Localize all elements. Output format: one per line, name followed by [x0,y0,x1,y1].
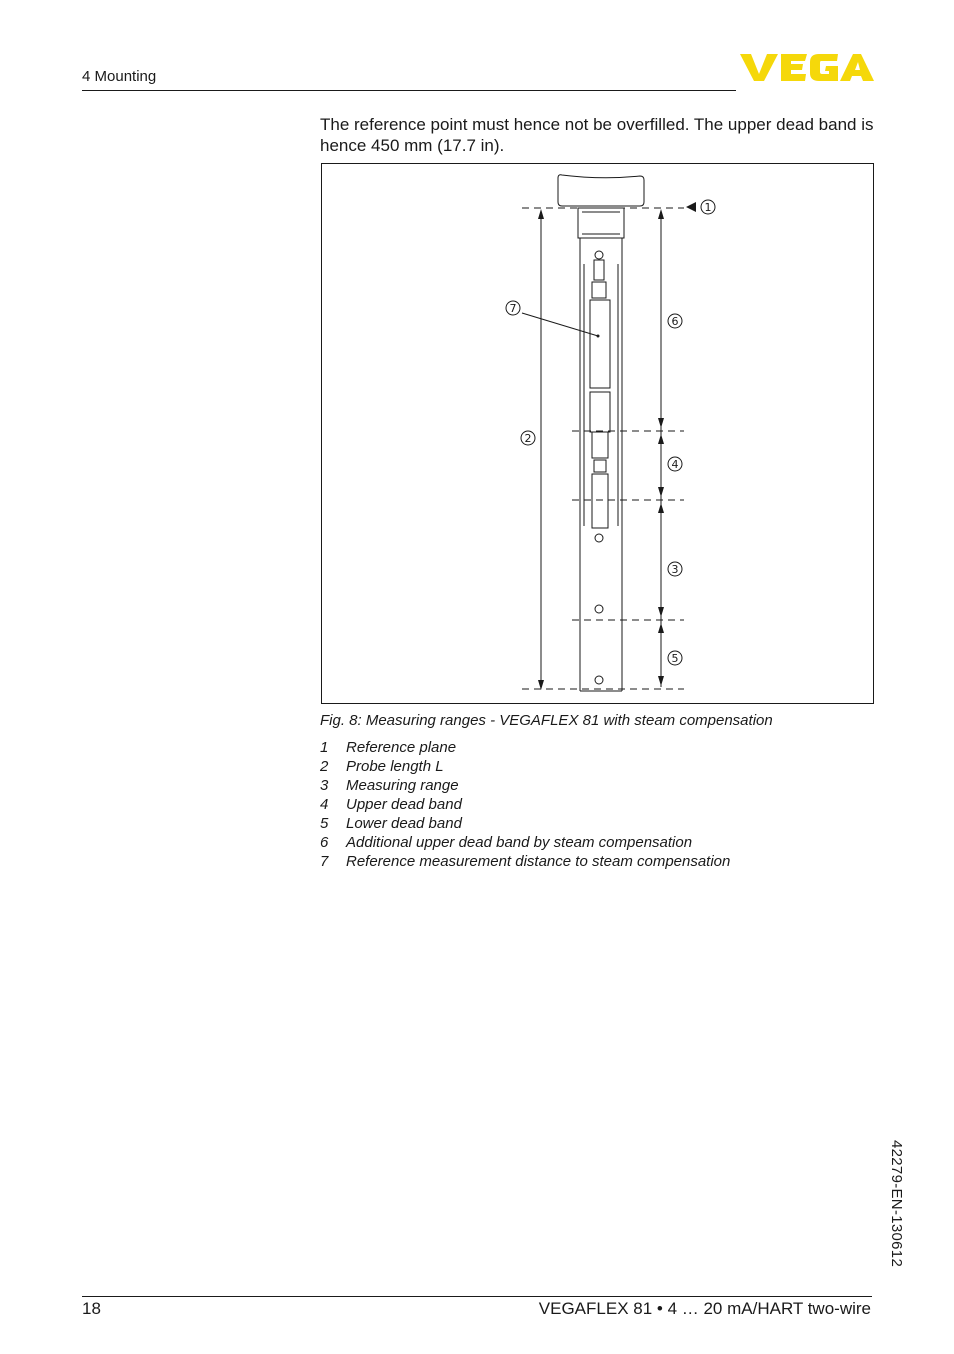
legend-item: 6 Additional upper dead band by steam compensation [320,834,693,851]
legend-item: 5 Lower dead band [320,815,462,832]
header-divider [82,90,736,91]
footer-divider [82,1296,872,1297]
legend-item: 7 Reference measurement distance to steam compensation [320,853,731,870]
marker-2 [521,431,535,445]
marker-7 [506,301,520,315]
vega-logo [740,50,874,84]
legend-item: 3 Measuring range [320,777,459,794]
legend-item: 1 Reference plane [320,739,457,756]
figure-frame [321,163,874,704]
housing-head [558,175,644,206]
intro-paragraph: The reference point must hence not be overfilled. The upper dead band is hence 450 mm (17.7 in). [320,115,874,155]
svg-text:2: 2 [524,432,532,445]
reference-element [590,300,610,388]
svg-text:7: 7 [509,302,517,315]
measuring-range-diagram [322,164,875,705]
marker-3 [668,562,682,576]
svg-text:6: 6 [671,315,679,328]
footer-product-title: VEGAFLEX 81 • 4 … 20 mA/HART two-wire [538,1299,871,1318]
svg-text:3: 3 [671,563,679,576]
header-section-title: 4 Mounting [82,68,157,85]
page-number: 18 [82,1299,101,1318]
marker-6 [668,314,682,328]
svg-text:1: 1 [704,201,712,214]
legend-item: 2 Probe length L [320,758,444,775]
marker-1 [701,200,715,214]
legend-item: 4 Upper dead band [320,796,462,813]
marker-7-leader [522,313,598,336]
svg-text:5: 5 [671,652,679,665]
figure-legend [320,738,730,871]
marker-4 [668,457,682,471]
document-id: 42279-EN-130612 [888,1140,905,1268]
marker-5 [668,651,682,665]
figure-caption: Fig. 8: Measuring ranges - VEGAFLEX 81 with steam compensation [320,712,773,729]
svg-text:4: 4 [671,458,679,471]
